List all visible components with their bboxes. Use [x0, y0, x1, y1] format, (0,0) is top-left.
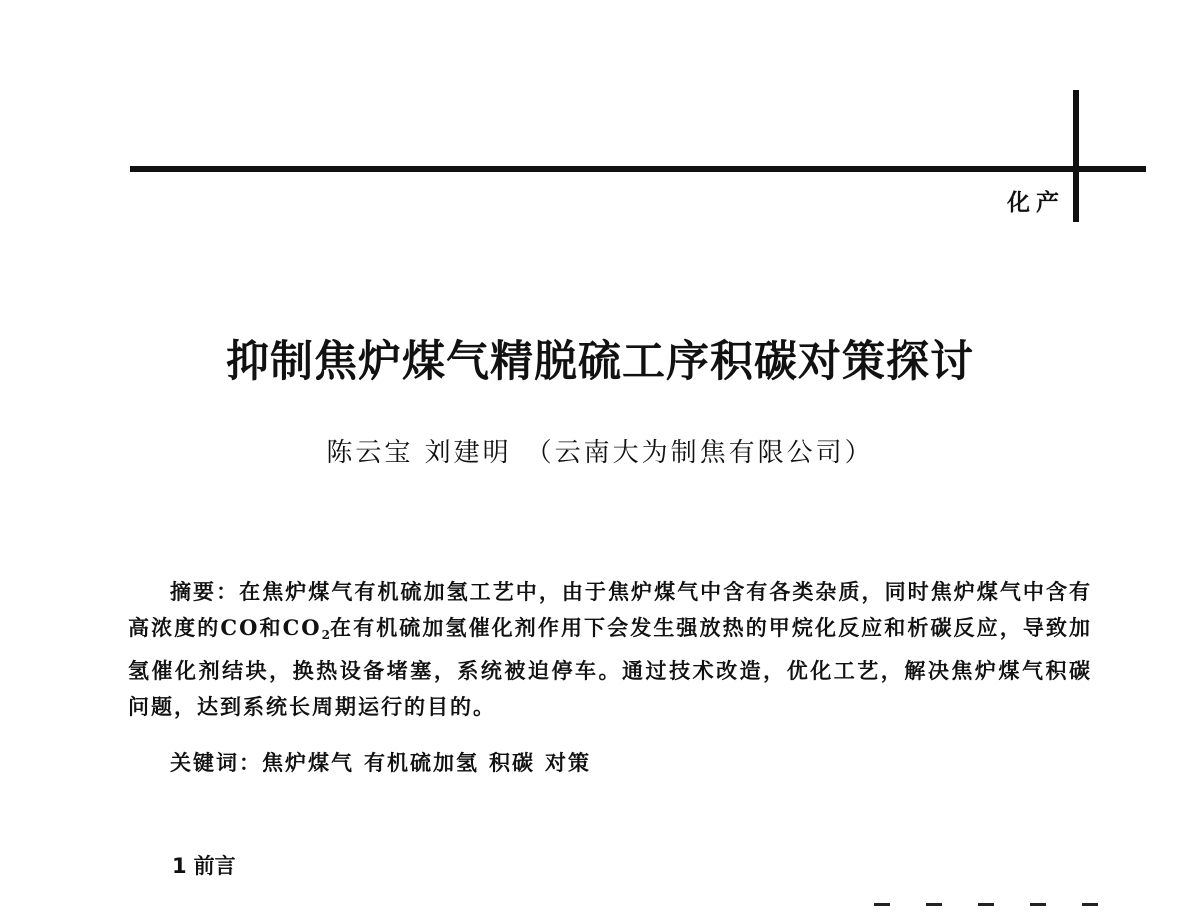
- section-heading-introduction: [172, 850, 236, 880]
- keywords-label: 关键词：: [170, 750, 262, 775]
- author-names: 陈云宝 刘建明: [326, 438, 512, 468]
- section-number: 1: [172, 854, 187, 878]
- cut-off-text-line: [860, 901, 1150, 915]
- keyword-item: 焦炉煤气: [262, 750, 354, 775]
- abstract-label: 摘要：: [170, 579, 240, 604]
- keyword-item: 对策: [545, 750, 591, 775]
- abstract-text-part1: 在焦炉煤气有机硫加氢工艺中，由于焦炉煤气中含有各类杂质，同时焦炉煤气中含有高浓度的CO和CO: [128, 579, 1092, 640]
- header-vertical-rule: [1073, 90, 1079, 222]
- section-title: 前言: [193, 854, 236, 878]
- abstract-paragraph: [128, 574, 1092, 725]
- keyword-item: 有机硫加氢: [364, 750, 479, 775]
- author-affiliation: （云南大为制焦有限公司）: [525, 438, 874, 468]
- author-line: [0, 432, 1200, 469]
- keyword-item: 积碳: [489, 750, 535, 775]
- header-horizontal-rule: [130, 166, 1146, 172]
- article-title: 抑制焦炉煤气精脱硫工序积碳对策探讨: [226, 337, 974, 387]
- abstract-text-part2: 在有机硫加氢催化剂作用下会发生强放热的甲烷化反应和析碳反应，导致加氢催化剂结块，换热设备堵塞，系统被迫停车。通过技术改造，优化工艺，解决焦炉煤气积碳问题，达到系统长周期运行的目的。: [128, 615, 1093, 719]
- section-tag: 化产: [1007, 189, 1065, 216]
- abstract-subscript: 2: [321, 628, 330, 642]
- keywords-line: [170, 747, 601, 777]
